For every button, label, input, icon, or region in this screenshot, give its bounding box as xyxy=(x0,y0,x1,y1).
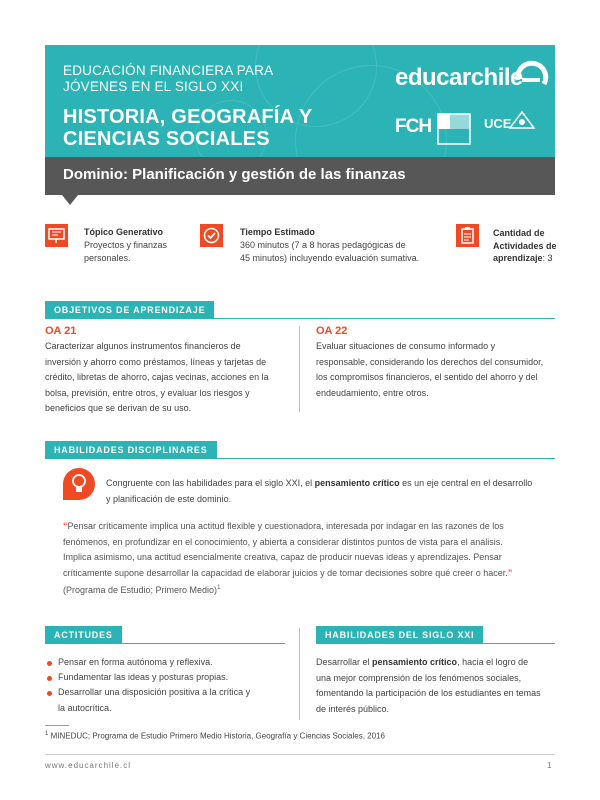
lightbulb-icon xyxy=(63,468,95,500)
fch-logo: FCH xyxy=(395,116,432,137)
activities-value: : 3 xyxy=(542,253,553,263)
oa21-code: OA 21 xyxy=(45,325,77,337)
time-label: Tiempo Estimado xyxy=(240,227,315,237)
oa21-text: Caracterizar algunos instrumentos financieros de inversión y ahorro como préstamos, líneas y tarjetas de crédito, libretas de ahorro, cajas vecinas, acciones en la bolsa, previsión, entre otros, y evaluar los riesgos y beneficios que se derivan de su uso. xyxy=(45,341,269,413)
critical-thinking-quote: “Pensar críticamente implica una actitud flexible y cuestionadora, interesada por indagar en las razones de los fenómenos, en profundizar en el conocimiento, y abierta a considerar distintos puntos de vista para el análisis. Implica asimismo, una actitud esencialmente creativa, capaz de producir nuevas ideas y aprendizajes. Pensar críticamente supone desarrollar la capacidad de elaborar juicios y de tomar decisiones sobre qué creer o hacer.” (Programa de Estudio; Primero Medio)$^1$ xyxy=(63,521,513,595)
skills-heading: HABILIDADES DISCIPLINARES xyxy=(45,441,217,459)
time-value: 360 minutos (7 a 8 horas pedagógicas de 45 minutos) incluyendo evaluación sumativa. xyxy=(240,240,420,263)
uce-logo: UCE xyxy=(484,116,512,131)
presentation-icon xyxy=(45,224,68,247)
attitude-item: Desarrollar una disposición positiva a la crítica y la autocrítica. xyxy=(58,687,251,713)
objectives-heading: OBJETIVOS DE APRENDIZAJE xyxy=(45,301,214,319)
footnote: $^1$ MINEDUC; Programa de Estudio Primero Medio Historia, Geografía y Ciencias Sociales, 2016 xyxy=(45,731,385,741)
attitudes-heading: ACTITUDES xyxy=(45,626,122,644)
footnote-divider xyxy=(45,725,69,726)
attitude-item: Pensar en forma autónoma y reflexiva. xyxy=(58,657,213,667)
government-logo-icon xyxy=(436,112,472,146)
close-quote: ” xyxy=(507,567,513,578)
checkmark-icon xyxy=(200,224,223,247)
skills-intro: Congruente con las habilidades para el siglo XXI, el pensamiento crítico es un eje central en el desarrollo y planificación de este dominio. xyxy=(106,478,533,504)
topic-label: Tópico Generativo xyxy=(84,227,164,237)
section-divider xyxy=(316,643,555,644)
activities-label: Cantidad de Actividades de aprendizaje: 3 xyxy=(493,228,557,263)
column-divider xyxy=(299,326,300,412)
section-divider xyxy=(45,458,555,459)
attitude-item: Fundamentar las ideas y posturas propias. xyxy=(58,672,229,682)
bullet-icon xyxy=(47,661,52,666)
series-subtitle: EDUCACIÓN FINANCIERA PARA JÓVENES EN EL SIGLO XXI xyxy=(63,63,274,94)
oa22-text: Evaluar situaciones de consumo informado y responsable, considerando los derechos del consumidor, los compromisos financieros, el sentido del ahorro y del endeudamiento, entre otros. xyxy=(316,341,544,398)
educarchile-logo-mark-icon xyxy=(512,58,552,98)
footer-url[interactable]: www.educarchile.cl xyxy=(45,761,132,770)
bullet-icon xyxy=(47,676,52,681)
bullet-icon xyxy=(47,691,52,696)
domain-title: Dominio: Planificación y gestión de las finanzas xyxy=(63,166,406,183)
century-skills-heading: HABILIDADES DEL SIGLO XXI xyxy=(316,626,483,644)
page-title: HISTORIA, GEOGRAFÍA Y CIENCIAS SOCIALES xyxy=(63,106,313,150)
section-divider xyxy=(45,318,555,319)
topic-value: Proyectos y finanzas personales. xyxy=(84,240,168,263)
page-number: 1 xyxy=(547,761,552,770)
footnote-ref: 1 xyxy=(217,585,221,591)
oa22-code: OA 22 xyxy=(316,325,348,337)
footer-divider xyxy=(45,754,555,755)
column-divider xyxy=(299,628,300,720)
ribbon-pointer xyxy=(62,195,78,205)
clipboard-icon xyxy=(456,224,479,247)
section-divider xyxy=(45,643,285,644)
open-quote: “ xyxy=(63,521,68,531)
uce-logo-mark-icon xyxy=(508,108,536,132)
educarchile-logo: educarchile xyxy=(395,64,523,91)
century-skills-text: Desarrollar el pensamiento crítico, hacia el logro de una mejor comprensión de los fenómenos sociales, fomentando la participación de los estudiantes en temas de interés público. xyxy=(316,657,541,714)
